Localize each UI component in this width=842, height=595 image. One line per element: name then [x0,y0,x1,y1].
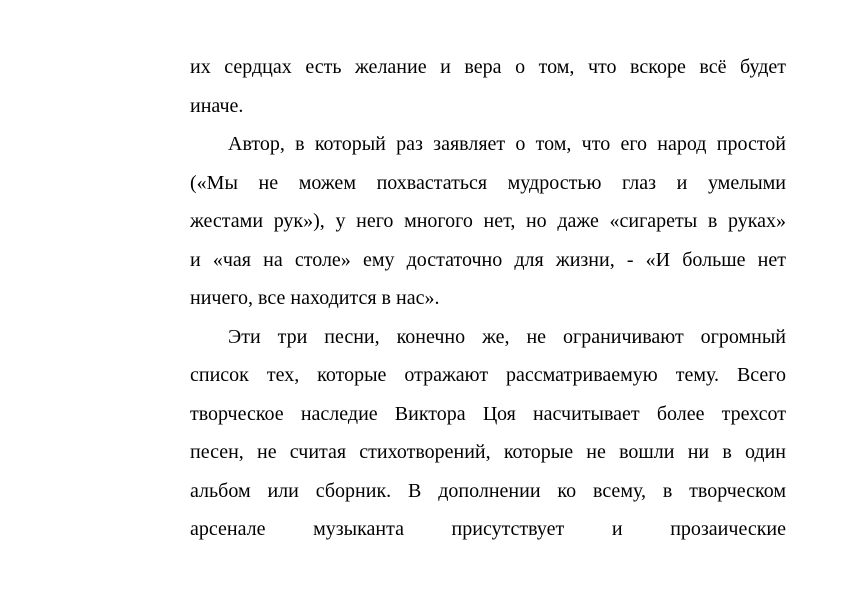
text-line: жестами рук»), у него многого нет, но даже «сигареты в руках» [190,210,786,232]
body-text [190,52,786,553]
text-line: («Мы не можем похвастаться мудростью глаз и умелыми [190,171,786,194]
text-line: песен, не считая стихотворений, которые не вошли ни в один [190,441,786,463]
text-line: их сердцах есть желание и вера о том, что вскоре всё будет [190,56,786,78]
text-line: иначе. [190,94,244,117]
text-line: ничего, все находится в нас». [190,287,440,309]
paragraph-start-line: Автор, в который раз заявляет о том, что его народ простой [228,133,786,155]
text-line: творческое наследие Виктора Цоя насчитывает более трехсот [190,402,786,425]
text-line: список тех, которые отражают рассматриваемую тему. Всего [190,364,786,386]
text-line: альбом или сборник. В дополнении ко всему, в творческом [190,479,786,502]
text-line: и «чая на столе» ему достаточно для жизни, - «И больше нет [190,248,786,271]
paragraph-start-line: Эти три песни, конечно же, не ограничивают огромный [228,325,786,348]
text-line: арсенале музыканта присутствует и прозаические [190,518,786,540]
